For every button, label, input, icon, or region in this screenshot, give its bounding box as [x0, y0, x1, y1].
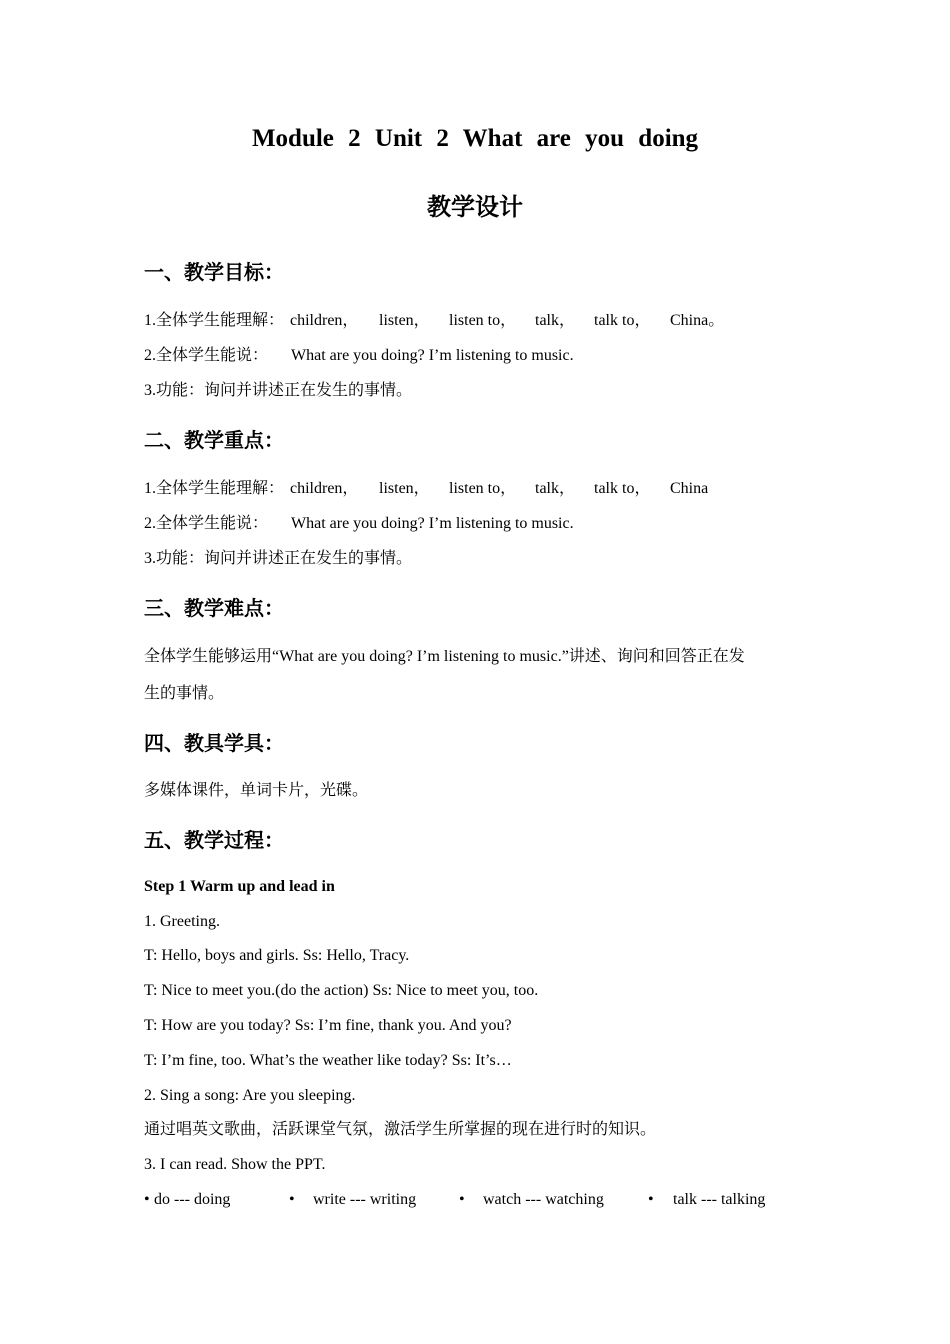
- process-line: T: How are you today? Ss: I’m fine, thank you. And you?: [144, 1017, 512, 1034]
- vocab-word: listen to，: [449, 312, 517, 329]
- key-points-line-3: 3.功能：询问并讲述正在发生的事情。: [144, 550, 413, 567]
- vocab-word: children，: [290, 312, 359, 329]
- section-heading-process: 五、教学过程：: [144, 828, 284, 852]
- word-pair: watch --- watching: [483, 1191, 604, 1208]
- vocab-word: listen，: [379, 480, 430, 497]
- process-line: 2. Sing a song: Are you sleeping.: [144, 1087, 356, 1104]
- objectives-line-3: 3.功能：询问并讲述正在发生的事情。: [144, 382, 413, 399]
- vocab-word: China。: [670, 312, 725, 329]
- objectives-line-2-prefix: 2.全体学生能说：: [144, 347, 269, 364]
- section-heading-objectives: 一、教学目标：: [144, 260, 284, 284]
- process-line: 通过唱英文歌曲，活跃课堂气氛，激活学生所掌握的现在进行时的知识。: [144, 1121, 657, 1138]
- vocab-word: talk，: [535, 312, 575, 329]
- vocab-word: talk to，: [594, 480, 651, 497]
- section-heading-difficulties: 三、教学难点：: [144, 596, 284, 620]
- process-line: T: Nice to meet you.(do the action) Ss: Nice to meet you, too.: [144, 982, 539, 999]
- process-line: T: I’m fine, too. What’s the weather like today? Ss: It’s…: [144, 1052, 512, 1069]
- section-heading-tools: 四、教具学具：: [144, 731, 284, 755]
- word-pair: talk --- talking: [673, 1191, 766, 1208]
- objectives-line-2-text: What are you doing? I’m listening to music.: [291, 347, 574, 364]
- section-heading-key-points: 二、教学重点：: [144, 428, 284, 452]
- difficulties-line-2: 生的事情。: [144, 685, 225, 702]
- bullet-icon: •: [459, 1191, 465, 1208]
- vocab-word: children，: [290, 480, 359, 497]
- vocab-word: talk to，: [594, 312, 651, 329]
- process-line: 1. Greeting.: [144, 913, 220, 930]
- word-pair: do --- doing: [154, 1191, 231, 1208]
- difficulties-line-1: 全体学生能够运用“What are you doing? I’m listening to music.”讲述、询问和回答正在发: [144, 648, 745, 665]
- tools-text: 多媒体课件，单词卡片，光碟。: [144, 782, 369, 799]
- key-points-line-2-prefix: 2.全体学生能说：: [144, 515, 269, 532]
- step-1-title: Step 1 Warm up and lead in: [144, 878, 335, 895]
- vocab-word: China: [670, 480, 709, 497]
- vocab-word: listen，: [379, 312, 430, 329]
- document-subtitle: 教学设计: [427, 193, 523, 221]
- vocab-word: listen to，: [449, 480, 517, 497]
- bullet-icon: •: [144, 1191, 150, 1208]
- process-line: 3. I can read. Show the PPT.: [144, 1156, 326, 1173]
- bullet-icon: •: [648, 1191, 654, 1208]
- process-line: T: Hello, boys and girls. Ss: Hello, Tracy.: [144, 947, 410, 964]
- key-points-line-2-text: What are you doing? I’m listening to music.: [291, 515, 574, 532]
- word-pair: write --- writing: [313, 1191, 417, 1208]
- bullet-icon: •: [289, 1191, 295, 1208]
- objectives-line-1-prefix: 1.全体学生能理解：: [144, 312, 285, 329]
- document-title: Module 2 Unit 2 What are you doing: [251, 125, 699, 152]
- vocab-word: talk，: [535, 480, 575, 497]
- key-points-line-1-prefix: 1.全体学生能理解：: [144, 480, 285, 497]
